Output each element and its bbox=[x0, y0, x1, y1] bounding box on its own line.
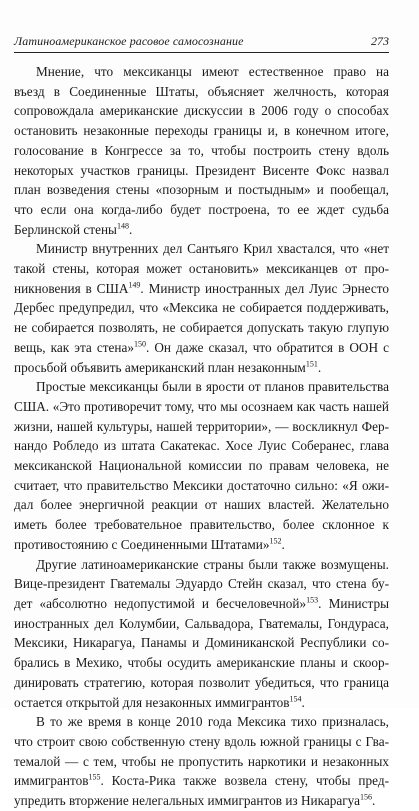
line-text-after: . Он даже сказал, что обратится в ООН с bbox=[145, 339, 389, 355]
text-line bbox=[14, 161, 389, 181]
text-line bbox=[14, 456, 389, 476]
text-line bbox=[14, 693, 389, 713]
text-line bbox=[14, 495, 389, 515]
text-line bbox=[14, 141, 389, 161]
text-line bbox=[14, 397, 389, 417]
text-line bbox=[14, 62, 389, 82]
page-number: 273 bbox=[371, 34, 389, 48]
line-text-after: . bbox=[128, 221, 133, 237]
line-text: В то же время в конце 2010 года Мексика тихо призналась, bbox=[36, 714, 389, 730]
footnote-ref: 153 bbox=[306, 595, 319, 605]
line-text: Простые мексиканцы были в ярости от планов правительства bbox=[36, 379, 389, 395]
text-line bbox=[14, 633, 389, 653]
line-text: динировать стратегию, которая позволит убедиться, что граница bbox=[14, 674, 389, 690]
line-text-after: . bbox=[281, 536, 285, 552]
line-text: план возведения стены «позорным и постыдным» и пообещал, bbox=[14, 182, 389, 198]
text-line bbox=[14, 180, 389, 200]
body-text bbox=[14, 62, 389, 811]
text-line bbox=[14, 653, 389, 673]
line-text: Мексики, Никарагуа, Панамы и Доминиканской Республики со- bbox=[14, 635, 389, 651]
line-text-after: . bbox=[301, 694, 305, 710]
line-text-after: . Министр иностранных дел Луис Эрнесто bbox=[140, 280, 390, 296]
line-text: Мнение, что мексиканцы имеют естественное право на bbox=[36, 64, 389, 79]
text-line bbox=[14, 259, 389, 279]
line-text: брались в Мехико, чтобы осудить американские планы и скоор- bbox=[14, 655, 389, 671]
text-line bbox=[14, 200, 389, 220]
line-text-after: . bbox=[372, 793, 376, 809]
line-text: иностранных дел Колумбии, Сальвадора, Гватемалы, Гондураса, bbox=[14, 615, 389, 631]
line-text-after: . Коста-Рика также возвела стену, чтобы пред- bbox=[100, 773, 389, 789]
text-line bbox=[14, 515, 389, 535]
running-title: Латиноамериканское расовое самосознание bbox=[14, 34, 244, 48]
line-text: въезд в Соединенные Штаты, объясняет желчность, которая bbox=[14, 83, 389, 99]
text-line bbox=[14, 318, 389, 338]
line-text: что строит свою собственную стену вдоль южной границы с Гва- bbox=[14, 733, 389, 749]
text-line bbox=[14, 476, 389, 496]
line-text: жизни, нашей культуры, нашей территории», — воскликнул Фер- bbox=[14, 418, 389, 434]
text-line bbox=[14, 712, 389, 732]
line-text: дал более энергичной реакции от наших властей. Желательно bbox=[14, 497, 389, 513]
text-line bbox=[14, 752, 389, 772]
footnote-ref: 154 bbox=[289, 694, 302, 704]
line-text: Вице-президент Гватемалы Эдуардо Стейн сказал, что стена бу- bbox=[14, 576, 389, 592]
text-line bbox=[14, 82, 389, 102]
text-line bbox=[14, 220, 389, 240]
text-line bbox=[14, 555, 389, 575]
footnote-ref: 155 bbox=[88, 772, 101, 782]
text-line bbox=[14, 358, 389, 378]
line-text: противостоянию с Соединенными Штатами» bbox=[14, 536, 270, 552]
text-line bbox=[14, 417, 389, 437]
paragraph bbox=[14, 555, 389, 713]
text-line bbox=[14, 298, 389, 318]
line-text: остается открытой для незаконных иммигрантов bbox=[14, 694, 290, 710]
footnote-ref: 149 bbox=[128, 280, 141, 290]
line-text: остановить незаконные переходы границы и, в конечном итоге, bbox=[14, 123, 389, 139]
line-text: мексиканской Национальной комиссии по правам человека, не bbox=[14, 458, 389, 474]
line-text: США. «Это противоречит тому, что мы осознаем как часть нашей bbox=[14, 398, 389, 414]
line-text: Дербес предупредил, что «Мексика не собирается поддерживать, bbox=[14, 300, 389, 316]
footnote-ref: 152 bbox=[269, 536, 282, 546]
line-text: никновения в США bbox=[14, 280, 129, 296]
footnote-ref: 156 bbox=[360, 792, 373, 802]
line-text: Берлинской стены bbox=[14, 221, 117, 237]
line-text: темалой — с тем, чтобы не пропустить наркотики и незаконных bbox=[14, 753, 389, 769]
line-text: дет «абсолютно недопустимой и бесчеловечной» bbox=[14, 595, 307, 611]
line-text: что если она когда-либо будет построена, то ее ждет судьба bbox=[14, 201, 389, 217]
line-text: некоторых участков границы. Президент Висенте Фокс назвал bbox=[14, 162, 389, 178]
line-text: голосование в Конгрессе за то, чтобы построить стену вдоль bbox=[14, 142, 389, 158]
line-text-after: . bbox=[317, 359, 322, 375]
paragraph bbox=[14, 712, 389, 811]
line-text-after: . Министры bbox=[318, 595, 390, 611]
footnote-ref: 148 bbox=[116, 221, 129, 231]
text-line bbox=[14, 594, 389, 614]
text-line bbox=[14, 614, 389, 634]
line-text: не собирается позволять, не собирается допускать такую глупую bbox=[14, 320, 389, 336]
text-line bbox=[14, 535, 389, 555]
paragraph bbox=[14, 239, 389, 377]
running-header bbox=[14, 34, 389, 53]
paragraph bbox=[14, 377, 389, 554]
text-line bbox=[14, 771, 389, 791]
line-text: Министр внутренних дел Сантьяго Крил хвастался, что «нет bbox=[36, 241, 389, 257]
line-text: Другие латиноамериканские страны были также возмущены. bbox=[36, 556, 389, 572]
line-text: такой стены, которая может остановить» мексиканцев от про- bbox=[14, 261, 389, 277]
paragraph bbox=[14, 62, 389, 239]
line-text: иметь более требовательное правительство, более склонное к bbox=[14, 517, 389, 533]
text-line bbox=[14, 791, 389, 811]
text-line bbox=[14, 121, 389, 141]
line-text: просьбой объявить американский план незаконным bbox=[14, 359, 306, 375]
text-line bbox=[14, 377, 389, 397]
line-text: иммигрантов bbox=[14, 773, 89, 789]
line-text: сопровождала американские дискуссии в 2006 году о способах bbox=[14, 103, 389, 119]
footnote-ref: 151 bbox=[305, 359, 318, 369]
text-line bbox=[14, 732, 389, 752]
line-text: вещь, как эта стена» bbox=[14, 339, 134, 355]
text-line bbox=[14, 436, 389, 456]
footnote-ref: 150 bbox=[133, 339, 146, 349]
text-line bbox=[14, 239, 389, 259]
line-text: упредить вторжение нелегальных иммигрантов из Никарагуа bbox=[14, 793, 361, 809]
line-text: нандо Робледо из штата Сакатекас. Хосе Луис Соберанес, глава bbox=[14, 438, 389, 454]
text-line bbox=[14, 338, 389, 358]
text-line bbox=[14, 279, 389, 299]
text-line bbox=[14, 673, 389, 693]
text-line bbox=[14, 574, 389, 594]
text-line bbox=[14, 101, 389, 121]
line-text: считает, что правительство Мексики достаточно сильно: «Я ожи- bbox=[14, 477, 389, 493]
